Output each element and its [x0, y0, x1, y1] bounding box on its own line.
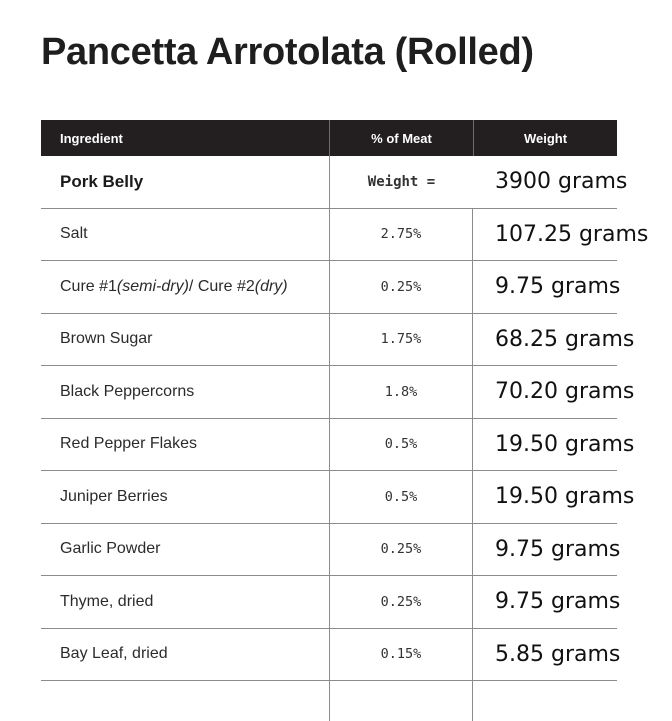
header-percent-of-meat: % of Meat — [329, 120, 473, 156]
ingredient-name: Garlic Powder — [60, 540, 161, 558]
percent-value: Weight = — [329, 156, 473, 208]
ingredient-name-part: Cure #1 — [60, 277, 117, 295]
ingredient-name-part: (semi-dry) — [116, 277, 189, 295]
weight-value: 5.85 grams — [495, 641, 621, 667]
weight-value: 19.50 grams — [495, 484, 635, 510]
ingredient-name: Brown Sugar — [60, 330, 153, 348]
ingredient-name: Juniper Berries — [60, 487, 168, 505]
table-row-empty — [41, 681, 617, 721]
weight-value: 68.25 grams — [495, 326, 635, 352]
percent-value: 0.25% — [329, 576, 473, 628]
ingredient-name: Pork Belly — [60, 171, 144, 191]
empty-cell — [41, 681, 329, 721]
table-row — [41, 629, 621, 682]
ingredient-name-part: / Cure #2 — [188, 277, 255, 295]
weight-value: 9.75 grams — [495, 274, 621, 300]
percent-value: 1.75% — [329, 314, 473, 366]
weight-value: 107.25 grams — [495, 221, 649, 247]
header-weight: Weight — [473, 120, 617, 156]
table-row — [41, 156, 628, 209]
table-row — [41, 419, 635, 472]
percent-value: 0.25% — [329, 261, 473, 313]
ingredient-name: Black Peppercorns — [60, 382, 195, 400]
table-row — [41, 524, 621, 577]
empty-cell — [329, 681, 473, 721]
table-row — [41, 576, 621, 629]
table-row — [41, 261, 621, 314]
weight-value: 9.75 grams — [495, 536, 621, 562]
percent-value: 0.5% — [329, 419, 473, 471]
percent-value: 0.25% — [329, 524, 473, 576]
ingredient-table — [41, 120, 649, 721]
percent-value: 2.75% — [329, 209, 473, 261]
ingredient-name: Salt — [60, 225, 88, 243]
percent-value: 1.8% — [329, 366, 473, 418]
weight-value: 19.50 grams — [495, 431, 635, 457]
weight-value: 9.75 grams — [495, 589, 621, 615]
header-ingredient: Ingredient — [60, 130, 123, 146]
page-title: Pancetta Arrotolata (Rolled) — [41, 31, 534, 73]
weight-value: 70.20 grams — [495, 379, 635, 405]
weight-value: 3900 grams — [495, 169, 628, 195]
percent-value: 0.15% — [329, 629, 473, 681]
ingredient-name: Bay Leaf, dried — [60, 645, 168, 663]
table-header — [41, 120, 617, 156]
ingredient-name: Red Pepper Flakes — [60, 435, 197, 453]
table-row — [41, 209, 649, 262]
table-row — [41, 314, 635, 367]
ingredient-name: Thyme, dried — [60, 592, 154, 610]
empty-cell — [473, 681, 617, 721]
table-row — [41, 471, 635, 524]
ingredient-name — [41, 261, 329, 313]
percent-value: 0.5% — [329, 471, 473, 523]
table-row — [41, 366, 635, 419]
ingredient-name-part: (dry) — [254, 277, 288, 295]
